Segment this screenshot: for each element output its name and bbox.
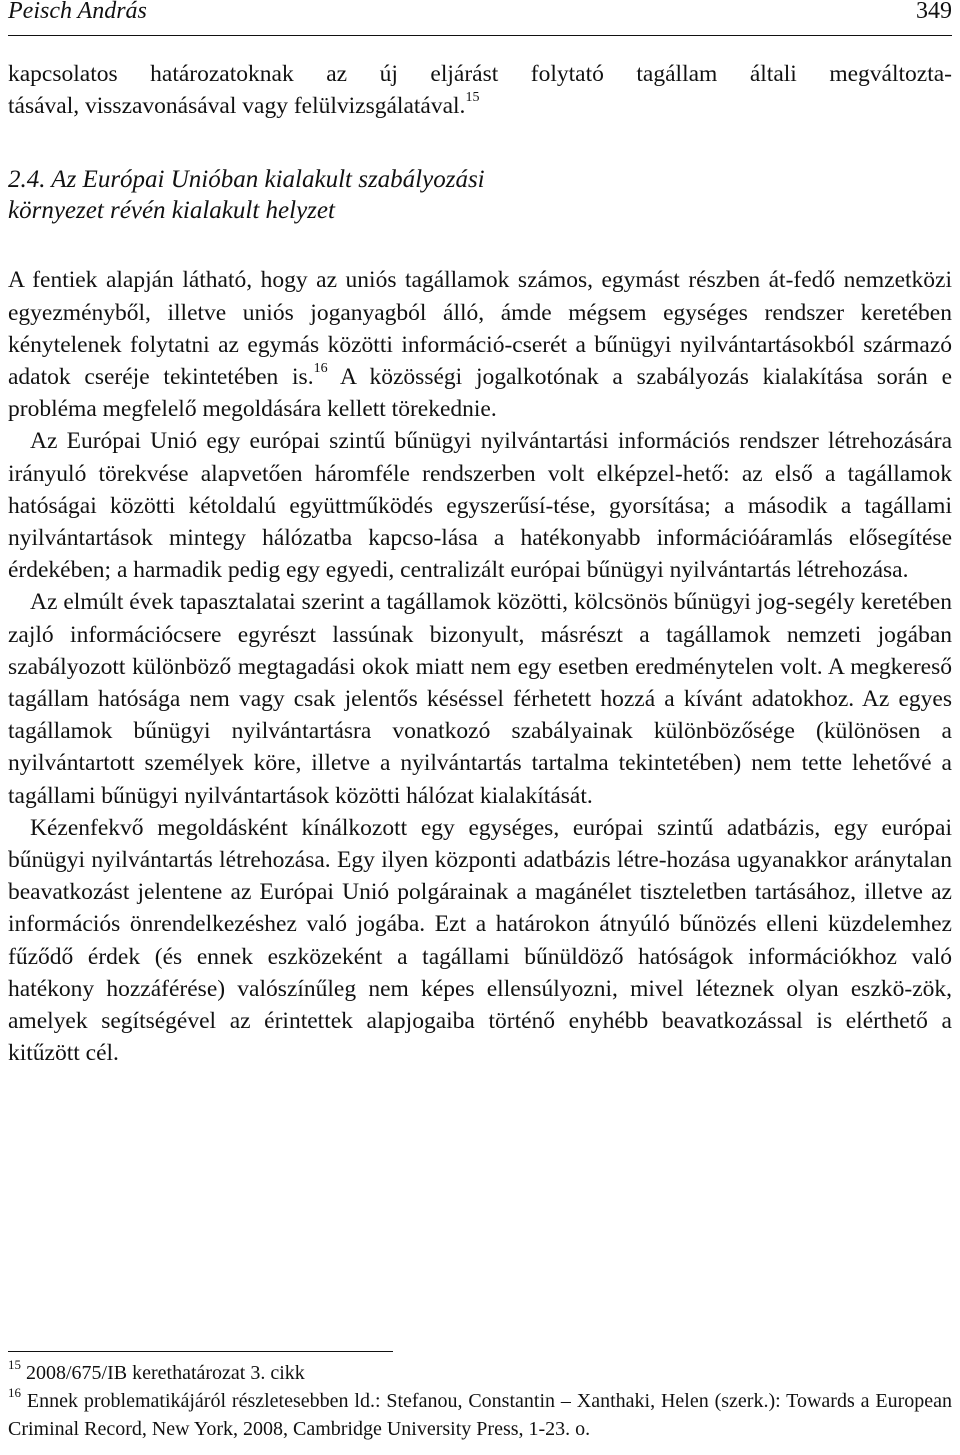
- footnote-16-text: Ennek problematikájáról részletesebben ld.: Stefanou, Constantin – Xanthaki, Helen (szerk.): Towards a European Criminal Record, New York, 2008, Cambridge University Press, 1-23. o.: [8, 1390, 953, 1440]
- intro-line-2: tásával, visszavonásával vagy felülvizsgálatával.: [8, 93, 466, 120]
- section-title-line-1: 2.4. Az Európai Unióban kialakult szabályozási: [8, 166, 485, 194]
- paragraph-1-text: A fentiek alapján látható, hogy az uniós tagállamok számos, egymást részben át-fedő nemzetközi egyezményből, illetve uniós joganyagból álló, ámde mégsem egységes rendszer keretében kénytelenek folytatni az egymás közötti információ-cserét a bűnügyi nyilvántartásokból származó adatok cseréje tekintetében is.: [8, 267, 952, 391]
- paragraph-3: Az elmúlt évek tapasztalatai szerint a tagállamok közötti, kölcsönös bűnügyi jog-segély keretében zajló információcsere egyrészt lassúnak bizonyult, másrészt a tagállamok nemzeti jogában szabályozott különböző megtagadási okok miatt nem egy esetben eredménytelen volt. A megkereső tagállam hatósága nem vagy csak jelentős késéssel férhetett hozzá a kívánt adatokhoz. Az egyes tagállamok bűnügyi nyilvántartásra vonatkozó szabályainak különbözősége (különösen a nyilvántartott személyek köre, illetve a nyilvántartás tartalma tekintetében) nem tette lehetővé a tagállami bűnügyi nyilvántartások közötti hálózat kialakítását.: [8, 589, 952, 809]
- page-number: 349: [916, 0, 952, 24]
- spacer: [8, 226, 952, 264]
- intro-line-2-wrap: [8, 90, 952, 122]
- header-author: Peisch András: [8, 0, 147, 24]
- paragraph-4: Kézenfekvő megoldásként kínálkozott egy egységes, európai szintű adatbázis, egy európai bűnügyi nyilvántartás létrehozása. Egy ilyen központi adatbázis létre-hozása ugyanakkor aránytalan beavatkozást jelentene az Európai Unió polgárainak a magánélet tiszteletben tartásához, illetve az információs önrendelkezéshez való jogába. Ezt a határokon átnyúló bűnözés elleni küzdelemhez fűződő érdek (és ennek eszközeként a tagállami bűnüldöző hatóságok információkhoz való hatékony hozzáférése) valószínűleg nem képes ellensúlyozni, mivel léteznek olyan eszkö-zök, amelyek segítségével az érintettek alapjogaiba történő enyhébb beavatkozással is elérthető a kitűzött cél.: [8, 814, 952, 1067]
- paragraph-1-tail: A közösségi jogalkotónak a szabályozás kialakítása során e probléma megfelelő megoldására kellett törekednie.: [8, 364, 952, 423]
- footnote-15-number: 15: [8, 1357, 21, 1373]
- running-header: [8, 0, 952, 29]
- section-title-line-2: környezet révén kialakult helyzet: [8, 197, 335, 225]
- header-rule: [8, 35, 952, 36]
- footnote-rule: [8, 1351, 393, 1352]
- footnote-16-number: 16: [8, 1385, 21, 1401]
- footnote-16: [8, 1387, 952, 1443]
- footnotes: [8, 1359, 952, 1443]
- intro-paragraph: [8, 58, 952, 122]
- section-heading: [8, 164, 952, 226]
- paragraph-2: Az Európai Unió egy európai szintű bűnügyi nyilvántartási információs rendszer létrehozására irányuló törekvése alapvetően háromféle rendszerben volt elképzel-hető: az első a tagállamok hatóságai közötti kétoldalú együttműködés egyszerűsí-tése, gyorsítása; a második a tagállami nyilvántartások mintegy hálózatba kapcso-lása a hatékonyabb információáramlás elősegítése érdekében; a harmadik pedig egy egyedi, centralizált európai bűnügyi nyilvántartás létrehozása.: [8, 428, 952, 584]
- footnote-ref-16: 16: [313, 361, 328, 377]
- paragraph-1: [8, 264, 952, 425]
- footnote-15: [8, 1359, 952, 1387]
- footnote-15-text: 2008/675/IB kerethatározat 3. cikk: [26, 1362, 305, 1384]
- body-text: [8, 58, 952, 1069]
- intro-line-1: kapcsolatos határozatoknak az új eljárást folytató tagállam általi megváltozta-: [8, 61, 952, 87]
- footnote-ref-15: 15: [465, 90, 480, 106]
